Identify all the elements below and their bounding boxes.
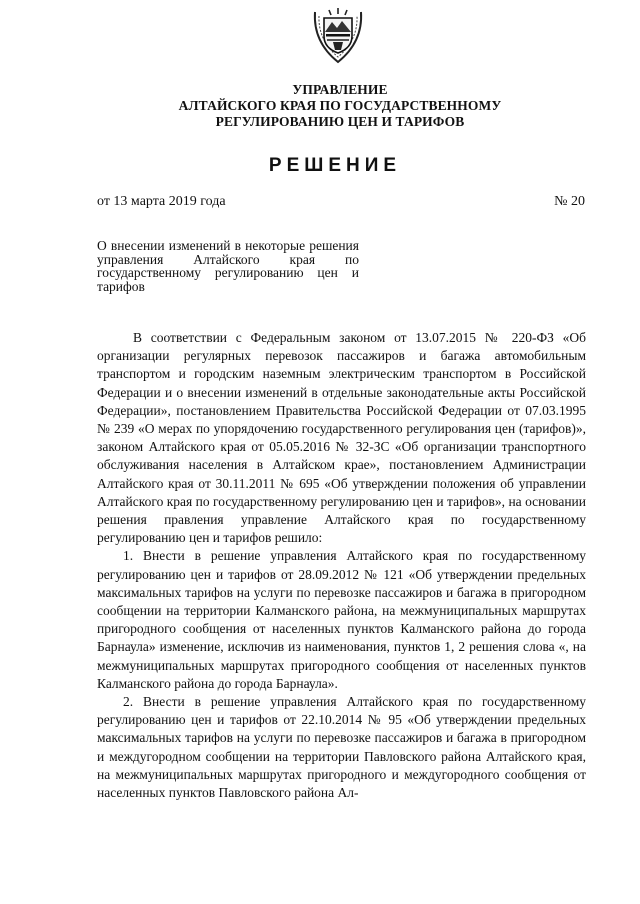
document-subject: О внесении изменений в некоторые решения управления Алтайского края по государственному регулированию цен и тарифов (97, 238, 359, 294)
document-body (97, 329, 586, 802)
authority-line-1: УПРАВЛЕНИЕ (292, 82, 388, 97)
authority-line-3: РЕГУЛИРОВАНИЮ ЦЕН И ТАРИФОВ (215, 114, 465, 129)
item-1-paragraph: 1. Внести в решение управления Алтайского края по государственному регулированию цен и тарифов от 28.09.2012 № 121 «Об утверждении предельных максимальных тарифов на услуги по перевозке пассажиров и багажа в пригородном сообщении на территории Калманского района, на межмуниципальных маршрутах пригородного сообщения от населенных пунктов Калманского района до города Барнаула» изменение, исключив из наименования, пунктов 1, 2 решения слова «, на межмуниципальных маршрутах пригородного сообщения от населенных пунктов Калманского района до города Барнаула». (97, 548, 586, 691)
issuing-authority (60, 82, 620, 130)
altai-krai-coat-of-arms-icon (309, 6, 367, 66)
document-type-title: РЕШЕНИЕ (268, 155, 402, 176)
document-date: от 13 марта 2019 года (97, 194, 226, 209)
preamble-paragraph: В соответствии с Федеральным законом от 13.07.2015 № 220-ФЗ «Об организации регулярных перевозок пассажиров и багажа автомобильным транспортом и городским наземным электрическим транспортом в Российской Федерации и о внесении изменений в отдельные законодательные акты Российской Федерации», постановлением Правительства Российской Федерации от 07.03.1995 № 239 «О мерах по упорядочению государственного регулирования цен (тарифов)», законом Алтайского края от 05.05.2016 № 32-ЗС «Об организации транспортного обслуживания населения в Алтайском крае», постановлением Администрации Алтайского края от 30.11.2011 № 695 «Об утверждении положения об управлении Алтайского края по государственному регулированию цен и тарифов», на основании решения правления управление Алтайского края по государственному регулированию цен и тарифов решило: (97, 330, 586, 546)
document-number: № 20 (554, 194, 585, 209)
item-2-paragraph: 2. Внести в решение управления Алтайского края по государственному регулированию цен и тарифов от 22.10.2014 № 95 «Об утверждении предельных максимальных тарифов на услуги по перевозке пассажиров и багажа в пригородном и междугородном сообщении на территории Павловского района Алтайского края, на межмуниципальных маршрутах пригородного и междугородного сообщения от населенных пунктов Павловского района Ал- (97, 694, 586, 801)
authority-line-2: АЛТАЙСКОГО КРАЯ ПО ГОСУДАРСТВЕННОМУ (178, 98, 502, 113)
